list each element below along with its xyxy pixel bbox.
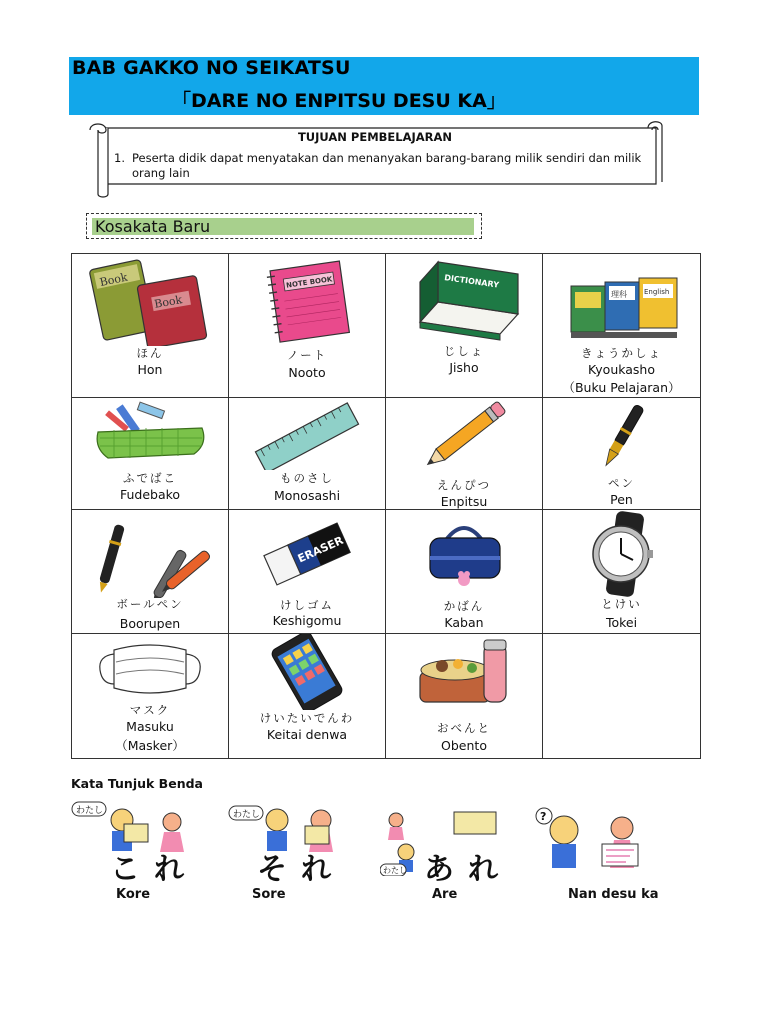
vocab-cell [386, 510, 543, 634]
are-romaji: Are [432, 887, 458, 902]
notebook-icon [229, 254, 386, 346]
vocab-cell [229, 634, 386, 759]
vocab-cell [543, 254, 701, 398]
translation-label: （Masker） [115, 738, 185, 753]
table-row [72, 634, 701, 759]
pencil-icon [386, 398, 543, 474]
books-icon [72, 254, 229, 346]
translation-label: （Buku Pelajaran） [562, 380, 681, 395]
kana-label: けしゴム [280, 598, 334, 612]
vocab-cell [229, 398, 386, 510]
lesson-title: 「DARE NO ENPITSU DESU KA」 [172, 90, 506, 112]
chapter-title: BAB GAKKO NO SEIKATSU [72, 57, 351, 79]
notebook-label: NOTE BOOK [285, 275, 333, 290]
romaji-label: Masuku [126, 719, 174, 734]
demo-sore [227, 800, 387, 910]
mask-icon [72, 634, 229, 702]
romaji-label: Nooto [288, 365, 326, 380]
kana-label: ボールペン [116, 597, 184, 611]
bag-icon [386, 510, 543, 598]
vocab-cell [72, 634, 229, 759]
demo-nan-desu-ka [530, 800, 700, 910]
dictionary-icon [386, 254, 543, 346]
empty-cell [543, 634, 701, 759]
romaji-label: Keitai denwa [266, 727, 348, 742]
demo-kore [70, 800, 230, 910]
vocab-cell [229, 510, 386, 634]
kana-label: ペン [608, 476, 635, 490]
vocab-cell [72, 398, 229, 510]
watch-icon [543, 510, 701, 598]
romaji-label: Monosashi [273, 488, 341, 503]
textbooks-icon [543, 254, 701, 346]
textbook-label-1: 理科 [611, 290, 627, 299]
ballpoint-pens-icon [72, 510, 229, 598]
vocab-cell [72, 510, 229, 634]
kana-label: おべんと [437, 721, 491, 735]
fountain-pen-icon [543, 398, 701, 474]
demonstratives-title: Kata Tunjuk Benda [71, 776, 203, 791]
demo-are [380, 800, 540, 910]
kore-kana: これ [110, 852, 198, 887]
kana-label: とけい [601, 597, 642, 611]
header-banner [69, 57, 699, 115]
smartphone-icon [229, 634, 386, 710]
learning-objectives [86, 118, 664, 200]
pencil-case-icon [72, 398, 229, 470]
table-row [72, 510, 701, 634]
question-mark: ? [540, 810, 547, 823]
tag-text: わたし [76, 806, 104, 816]
vocab-cell [72, 254, 229, 398]
eraser-label: ERASER [295, 533, 346, 566]
kana-label: マスク [129, 703, 171, 717]
nan-desu-ka-romaji: Nan desu ka [568, 887, 659, 902]
bento-icon [386, 634, 543, 722]
sore-kana: それ [257, 852, 345, 887]
table-row [72, 254, 701, 398]
romaji-label: Boorupen [119, 616, 181, 631]
vocab-section-label [86, 213, 482, 239]
kana-label: えんぴつ [437, 478, 491, 492]
romaji-label: Hon [137, 362, 163, 377]
vocab-cell [386, 398, 543, 510]
kore-romaji: Kore [116, 887, 151, 902]
kana-label: じしょ [443, 344, 485, 358]
kana-label: けいたいでんわ [259, 711, 355, 725]
romaji-label: Obento [441, 738, 487, 753]
book-label-2: Book [153, 293, 184, 311]
kana-label: きょうかしょ [581, 346, 662, 360]
vocab-cell [386, 254, 543, 398]
eraser-icon [229, 510, 386, 594]
romaji-label: Tokei [605, 615, 638, 630]
objectives-title: TUJUAN PEMBELAJARAN [297, 130, 453, 144]
kana-label: ほん [136, 346, 164, 360]
objective-item [114, 151, 654, 181]
vocab-cell [543, 398, 701, 510]
romaji-label: Jisho [449, 360, 479, 375]
kana-label: ふでばこ [123, 471, 177, 485]
romaji-label: Keshigomu [272, 613, 342, 628]
textbook-label-2: English [644, 288, 670, 296]
objective-number: 1. [114, 151, 125, 165]
romaji-label: Kyoukasho [587, 362, 656, 377]
dictionary-label: DICTIONARY [443, 273, 500, 290]
question-illustration-icon [530, 800, 670, 880]
sore-romaji: Sore [252, 887, 286, 902]
vocab-cell [386, 634, 543, 759]
romaji-label: Kaban [444, 615, 484, 630]
vocab-table [71, 253, 701, 759]
tag-text: わたし [233, 810, 261, 820]
kana-label: ものさし [280, 471, 334, 485]
book-label-1: Book [98, 270, 129, 290]
vocab-cell [229, 254, 386, 398]
tag-text: わたし [383, 866, 407, 875]
kana-label: かばん [443, 599, 485, 613]
romaji-label: Enpitsu [440, 494, 488, 509]
romaji-label: Pen [610, 492, 633, 507]
vocab-section-text: Kosakata Baru [95, 217, 211, 236]
romaji-label: Fudebako [119, 487, 181, 502]
vocab-cell [543, 510, 701, 634]
ruler-icon [229, 398, 386, 470]
are-kana: あれ [424, 852, 512, 887]
kana-label: ノート [286, 348, 328, 362]
objective-text: Peserta didik dapat menyatakan dan menanyakan barang-barang milik sendiri dan milik orang lain [132, 151, 642, 180]
table-row [72, 398, 701, 510]
